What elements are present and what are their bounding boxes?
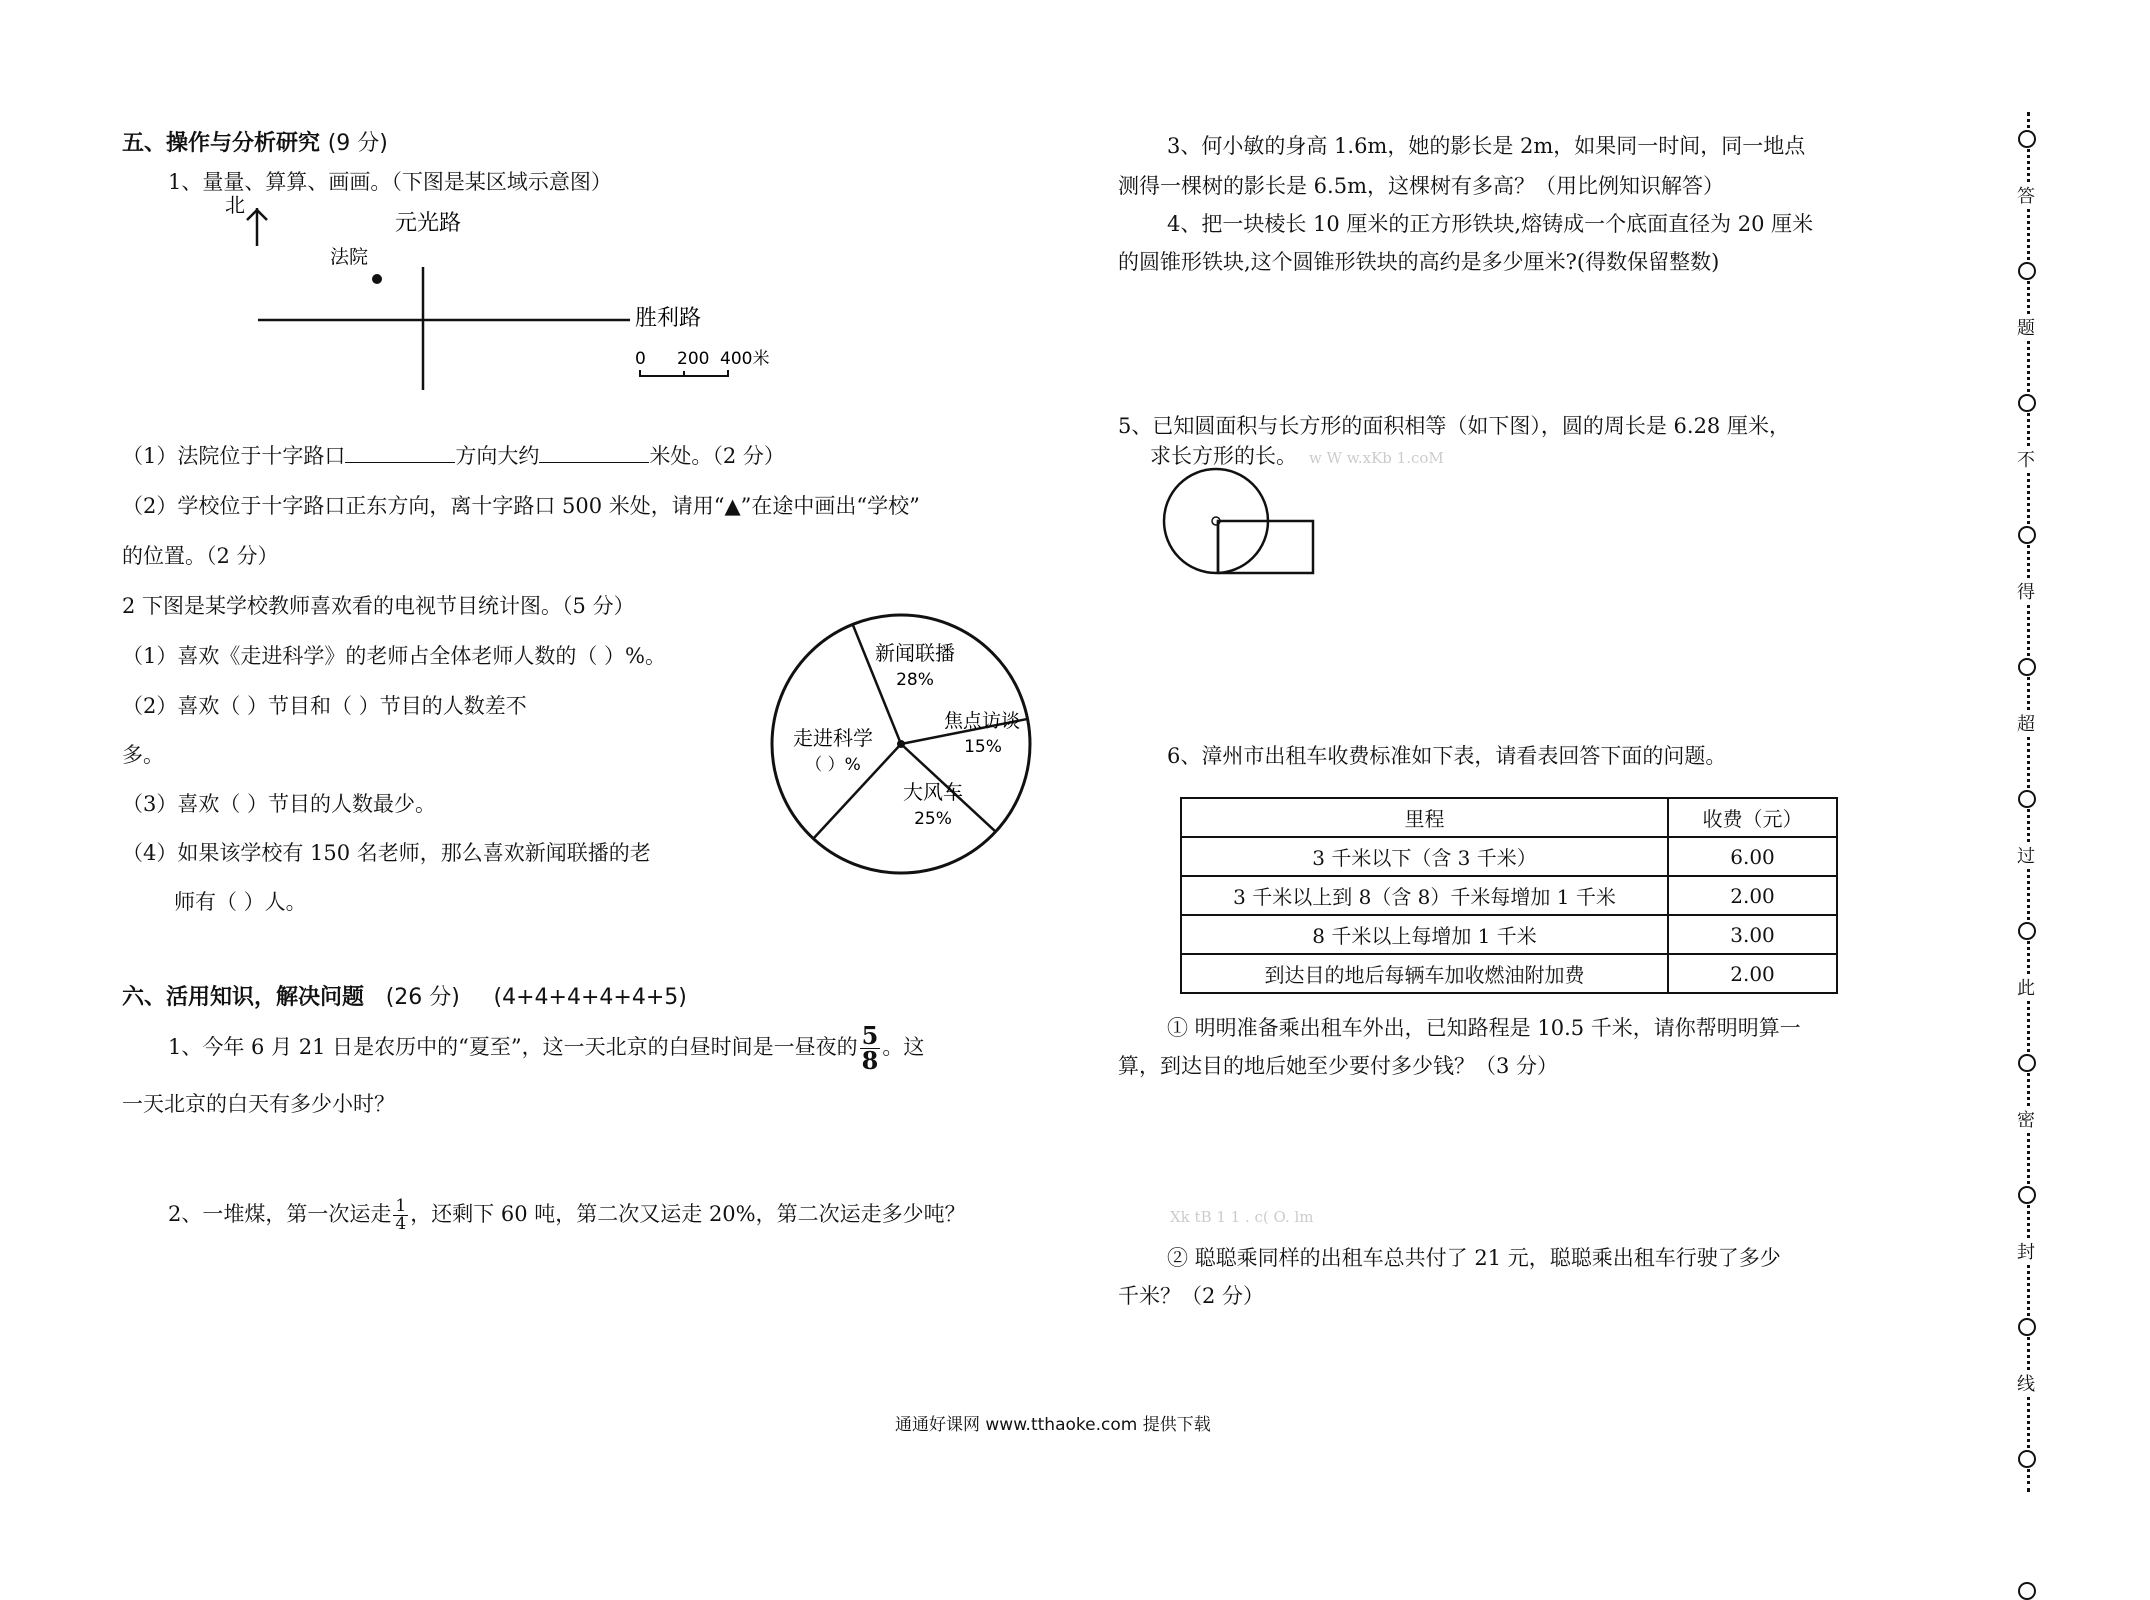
answer-blank[interactable] — [539, 462, 649, 463]
fraction-5-8: $\frac{5}{8}$ — [861, 1021, 879, 1075]
q5-2-sub1: （1）喜欢《走进科学》的老师占全体老师人数的（ ）%。 — [122, 644, 666, 668]
q6-1-line2-right: 算，到达目的地后她至少要付多少钱？（3 分） — [1118, 1054, 1559, 1078]
circle-rectangle-diagram — [1160, 465, 1360, 585]
q5-2-sub2-line1: （2）喜欢（ ）节目和（ ）节目的人数差不 — [122, 694, 527, 718]
rectangle-shape — [1218, 521, 1313, 573]
binding-circle — [2018, 1582, 2036, 1600]
court-label: 法院 — [330, 246, 369, 268]
q5-2-prompt: 2 下图是某学校教师喜欢看的电视节目统计图。（5 分） — [122, 594, 635, 618]
table-row: 3 千米以下（含 3 千米） 6.00 — [1181, 837, 1837, 876]
road-ew-label: 胜利路 — [635, 306, 702, 331]
q5-1-prompt: 1、量量、算算、画画。（下图是某区域示意图） — [168, 170, 612, 194]
watermark-text: w W w.xKb 1.coM — [1309, 449, 1444, 467]
binding-char: 此 — [2017, 974, 2035, 1000]
q5-1-sub2-line2: 的位置。（2 分） — [122, 544, 279, 568]
binding-char: 封 — [2017, 1238, 2035, 1264]
scale-bar — [635, 349, 769, 376]
binding-circle — [2018, 1054, 2036, 1072]
pie-value-jiaodian: 15% — [964, 737, 1002, 757]
q3-line1: 3、何小敏的身高 1.6m，她的影长是 2m，如果同一时间，同一地点 — [1167, 134, 1806, 158]
q5-2-sub4-line1: （4）如果该学校有 150 名老师，那么喜欢新闻联播的老 — [122, 841, 651, 865]
pie-value-xinwen: 28% — [896, 670, 934, 690]
binding-circle — [2018, 526, 2036, 544]
binding-char: 题 — [2017, 314, 2035, 340]
q6-1-line2: 一天北京的白天有多少小时？ — [122, 1092, 395, 1116]
pie-label-zoujin: 走进科学 — [793, 726, 873, 750]
q6-2-line1-right: ② 聪聪乘同样的出租车总共付了 21 元，聪聪乘出租车行驶了多少 — [1167, 1246, 1781, 1270]
binding-char: 得 — [2017, 578, 2035, 604]
binding-circle — [2018, 1186, 2036, 1204]
binding-char: 答 — [2017, 182, 2035, 208]
binding-circle — [2018, 130, 2036, 148]
page-footer: 通通好课网 www.tthaoke.com 提供下载 — [895, 1415, 1211, 1435]
pie-label-xinwen: 新闻联播 — [875, 641, 955, 665]
binding-char: 过 — [2017, 842, 2035, 868]
q4-line2: 的圆锥形铁块,这个圆锥形铁块的高约是多少厘米?(得数保留整数) — [1118, 250, 1720, 274]
table-header-row — [1181, 798, 1837, 837]
q5-1-sub1: （1）法院位于十字路口 方向大约 米处。（2 分） — [122, 444, 785, 468]
q5-1-sub2-line1: （2）学校位于十字路口正东方向，离十字路口 500 米处，请用“▲”在途中画出“学校” — [122, 494, 920, 518]
q6-2-line2-right: 千米？（2 分） — [1118, 1284, 1265, 1308]
q3-line2: 测得一棵树的影长是 6.5m，这棵树有多高？（用比例知识解答） — [1118, 174, 1724, 198]
binding-circle — [2018, 1450, 2036, 1468]
court-point — [372, 274, 382, 284]
q4-line1: 4、把一块棱长 10 厘米的正方形铁块,熔铸成一个底面直径为 20 厘米 — [1167, 212, 1814, 236]
table-row: 8 千米以上每增加 1 千米 3.00 — [1181, 915, 1837, 954]
north-label: 北 — [225, 193, 245, 217]
q6-1-line1-right: ① 明明准备乘出租车外出，已知路程是 10.5 千米，请你帮明明算一 — [1167, 1016, 1801, 1040]
svg-text:0: 0 — [635, 349, 646, 369]
binding-char: 密 — [2017, 1106, 2035, 1132]
q6-prompt: 6、漳州市出租车收费标准如下表，请看表回答下面的问题。 — [1167, 744, 1727, 768]
pie-label-dafengche: 大风车 — [903, 780, 963, 804]
section6-heading: 六、活用知识，解决问题 (26 分) (4+4+4+4+4+5) — [122, 985, 687, 1010]
watermark-text-2: Xk tB 1 1 . c( O. lm — [1170, 1208, 1314, 1226]
pie-value-dafengche: 25% — [914, 809, 952, 829]
q5-2-sub2-line2: 多。 — [122, 743, 164, 767]
pie-value-zoujin: （ ）% — [805, 755, 861, 775]
binding-circle — [2018, 658, 2036, 676]
taxi-fee-table — [1180, 797, 1838, 994]
answer-blank[interactable] — [345, 462, 455, 463]
binding-circle — [2018, 1318, 2036, 1336]
binding-circle — [2018, 262, 2036, 280]
binding-char: 线 — [2017, 1370, 2035, 1396]
pie-center — [897, 740, 905, 748]
area-map-diagram — [220, 190, 800, 400]
binding-circle — [2018, 394, 2036, 412]
binding-char: 不 — [2017, 446, 2035, 472]
section5-heading: 五、操作与分析研究 (9 分) — [122, 131, 388, 156]
tv-program-pie-chart — [755, 610, 1055, 890]
svg-text:400米: 400米 — [720, 349, 770, 369]
q6-2: 2、一堆煤，第一次运走 $\frac{1}{4}$ ，还剩下 60 吨，第二次又运走 20%，第二次运走多少吨？ — [168, 1196, 966, 1234]
binding-circle — [2018, 790, 2036, 808]
north-arrow-icon — [247, 208, 267, 246]
svg-text:200: 200 — [677, 349, 710, 369]
q5-line1: 5、已知圆面积与长方形的面积相等（如下图），圆的周长是 6.28 厘米， — [1118, 414, 1790, 438]
q5-line2: 求长方形的长。 w W w.xKb 1.coM — [1150, 444, 1444, 468]
road-ns-label: 元光路 — [395, 211, 462, 236]
pie-label-jiaodian: 焦点访谈 — [943, 710, 1021, 732]
header-fee: 收费（元） — [1668, 798, 1837, 837]
table-row: 到达目的地后每辆车加收燃油附加费 2.00 — [1181, 954, 1837, 993]
q5-2-sub4-line2: 师有（ ）人。 — [174, 890, 307, 914]
fraction-1-4: $\frac{1}{4}$ — [395, 1196, 407, 1234]
q6-1-line1: 1、今年 6 月 21 日是农历中的“夏至”，这一天北京的白昼时间是一昼夜的 $\frac{5}{8}$ 。这 — [168, 1021, 925, 1075]
binding-circle — [2018, 922, 2036, 940]
binding-char: 超 — [2017, 710, 2035, 736]
table-row: 3 千米以上到 8（含 8）千米每增加 1 千米 2.00 — [1181, 876, 1837, 915]
header-distance: 里程 — [1181, 798, 1668, 837]
q5-2-sub3: （3）喜欢（ ）节目的人数最少。 — [122, 792, 437, 816]
